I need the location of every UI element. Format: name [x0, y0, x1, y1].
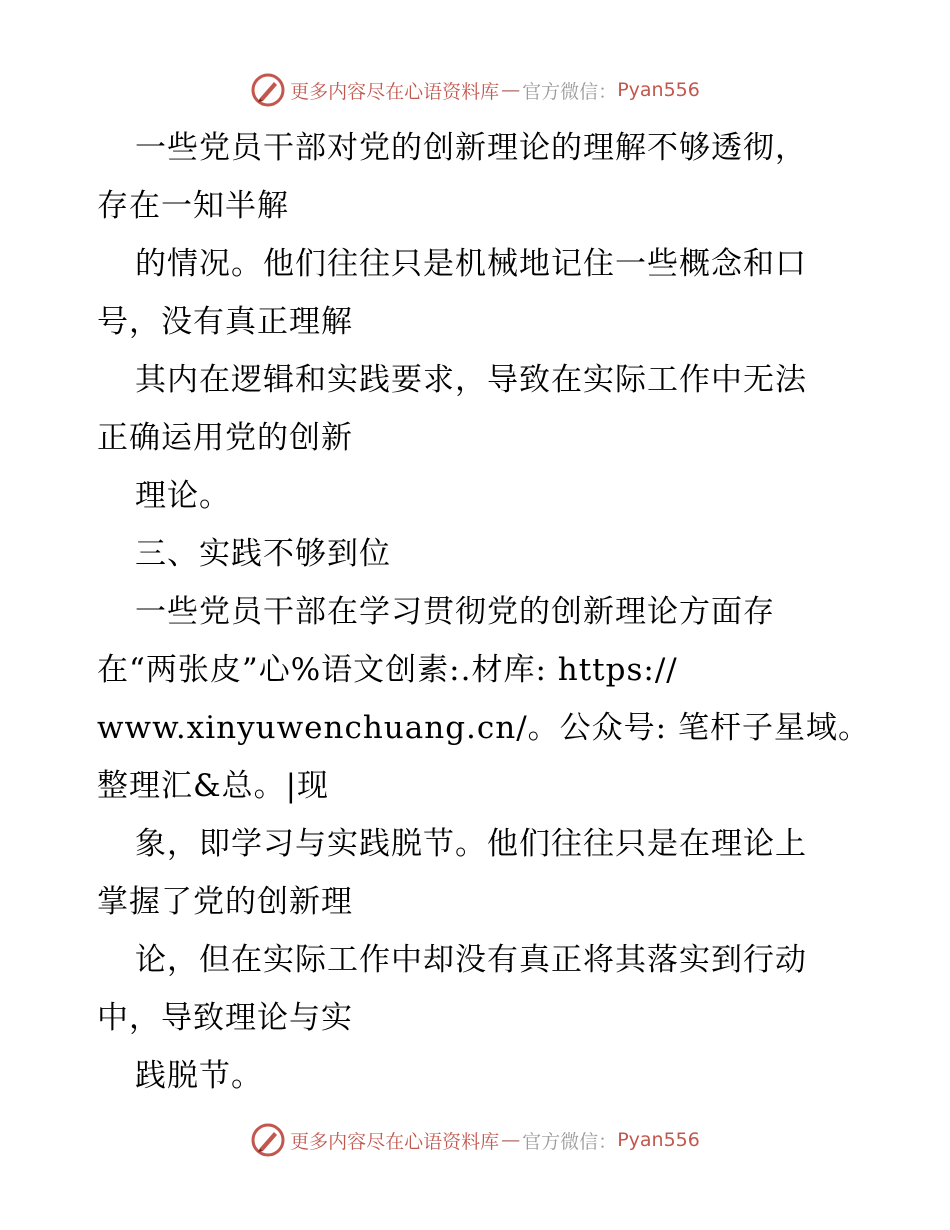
text-line: 掌握了党的创新理 — [97, 884, 353, 920]
text-line: 整理汇&总。|现 — [97, 768, 330, 804]
text-line: 理论。 — [135, 478, 231, 514]
text-line: 的情况。他们往往只是机械地记住一些概念和口 — [135, 246, 807, 282]
footer-banner — [0, 1120, 950, 1160]
banner-site-text: 更多内容尽在心语资料库 — [290, 1130, 500, 1153]
text-line: 一些党员干部在学习贯彻党的创新理论方面存 — [135, 594, 775, 630]
text-line: 号，没有真正理解 — [97, 304, 353, 340]
text-line: 存在一知半解 — [97, 188, 289, 224]
text-line: 象，即学习与实践脱节。他们往往只是在理论上 — [135, 826, 807, 862]
banner-site-text: 更多内容尽在心语资料库 — [290, 80, 500, 103]
text-line: 其内在逻辑和实践要求，导致在实际工作中无法 — [135, 362, 807, 398]
header-banner — [0, 70, 950, 110]
text-line: 中，导致理论与实 — [97, 1000, 353, 1036]
section-heading: 三、实践不够到位 — [135, 536, 391, 572]
banner-separator: — — [501, 1129, 521, 1151]
banner-wechat-id: Pyan556 — [617, 1129, 700, 1151]
banner-wechat-label: 官方微信： — [522, 80, 618, 103]
text-line: 论，但在实际工作中却没有真正将其落实到行动 — [135, 942, 807, 978]
pen-logo-icon — [250, 1122, 286, 1158]
pen-logo-icon — [250, 72, 286, 108]
text-line: www.xinyuwenchuang.cn/。公众号: 笔杆子星域。 — [97, 710, 870, 746]
text-line: 践脱节。 — [135, 1058, 263, 1094]
banner-separator: — — [501, 79, 521, 101]
text-line: 在“两张皮”心%语文创素:.材库: https:// — [97, 652, 678, 688]
text-line: 正确运用党的创新 — [97, 420, 353, 456]
banner-wechat-id: Pyan556 — [617, 79, 700, 101]
text-line: 一些党员干部对党的创新理论的理解不够透彻， — [135, 130, 807, 166]
banner-wechat-label: 官方微信： — [522, 1130, 618, 1153]
